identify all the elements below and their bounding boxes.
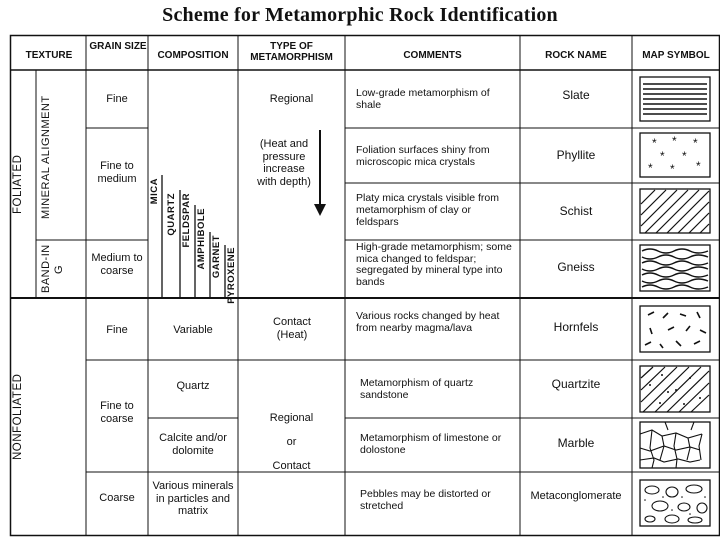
texture-banding: BAND-ING — [40, 244, 65, 294]
grain-coarse: Coarse — [99, 492, 135, 504]
rock-schist: Schist — [559, 204, 593, 218]
grain-medium-coarse: Medium to coarse — [91, 252, 143, 277]
composition-variable: Variable — [173, 324, 213, 336]
svg-text:*: * — [682, 149, 687, 163]
comment-marble: Metamorphism of limestone or dolostone — [360, 432, 502, 456]
rock-quartzite: Quartzite — [551, 377, 601, 391]
comment-slate: Low-grade metamorphism of shale — [356, 87, 490, 111]
schist-symbol — [640, 189, 710, 233]
header-map-symbol: MAP SYMBOL — [642, 50, 710, 61]
rock-hornfels: Hornfels — [553, 320, 599, 334]
type-regional: Regional — [269, 93, 314, 105]
rock-marble: Marble — [557, 436, 595, 450]
header-composition: COMPOSITION — [157, 50, 229, 61]
grain-fine-coarse: Fine to coarse — [100, 400, 134, 425]
type-contact: Contact (Heat) — [273, 316, 311, 341]
header-comments: COMMENTS — [403, 50, 462, 61]
composition-quartz: Quartz — [176, 380, 210, 392]
composition-various: Various minerals in particles and matrix — [152, 480, 234, 517]
header-texture: TEXTURE — [25, 50, 73, 61]
page-title: Scheme for Metamorphic Rock Identification — [162, 4, 558, 26]
comment-phyllite: Foliation surfaces shiny from microscopic mica crystals — [356, 144, 490, 168]
comment-quartzite: Metamorphism of quartz sandstone — [360, 377, 474, 401]
svg-text:*: * — [672, 134, 677, 148]
grain-fine: Fine — [106, 93, 128, 105]
header-grain-size: GRAIN SIZE — [89, 41, 147, 52]
type-regional-2: Regional — [269, 412, 314, 424]
marble-symbol — [640, 422, 710, 468]
metaconglomerate-symbol — [640, 480, 710, 526]
quartzite-symbol — [640, 366, 710, 412]
rock-slate: Slate — [562, 88, 590, 102]
composition-calcite: Calcite and/or dolomite — [159, 432, 227, 457]
mineral-garnet: GARNET — [211, 235, 222, 279]
comment-schist: Platy mica crystals visible from metamorphism of clay or feldspars — [356, 192, 499, 228]
rock-metaconglomerate: Metaconglomerate — [530, 490, 622, 502]
comment-hornfels: Various rocks changed by heat from nearby magma/lava — [356, 310, 500, 334]
mineral-mica: MICA — [149, 178, 160, 205]
slate-symbol — [640, 77, 710, 121]
header-rock-name: ROCK NAME — [545, 50, 607, 61]
type-contact-2: Contact — [272, 460, 311, 472]
phyllite-symbol — [640, 133, 710, 177]
rock-phyllite: Phyllite — [556, 148, 596, 162]
svg-text:*: * — [660, 149, 665, 163]
mineral-quartz: QUARTZ — [166, 193, 177, 236]
svg-text:*: * — [648, 161, 653, 175]
svg-text:*: * — [696, 159, 701, 173]
type-heat-pressure: (Heat and pressure increase with depth) — [257, 138, 311, 188]
grain-fine-2: Fine — [106, 324, 128, 336]
gneiss-symbol — [640, 245, 710, 291]
texture-nonfoliated: NONFOLIATED — [12, 373, 24, 461]
mineral-amphibole: AMPHIBOLE — [196, 208, 207, 270]
texture-foliated: FOLIATED — [12, 154, 24, 214]
comment-metaconglomerate: Pebbles may be distorted or stretched — [360, 488, 491, 512]
header-type: TYPE OF METAMORPHISM — [250, 41, 333, 63]
texture-mineral-alignment: MINERAL ALIGNMENT — [40, 95, 52, 220]
svg-text:*: * — [652, 136, 657, 150]
rock-gneiss: Gneiss — [557, 260, 595, 274]
mineral-feldspar: FELDSPAR — [181, 193, 192, 248]
mineral-pyroxene: PYROXENE — [226, 247, 237, 304]
svg-text:*: * — [670, 162, 675, 176]
hornfels-symbol — [640, 306, 710, 352]
type-or: or — [286, 436, 297, 448]
comment-gneiss: High-grade metamorphism; some mica changed to feldspar; segregated by mineral type into bands — [356, 241, 512, 288]
grain-fine-medium: Fine to medium — [97, 160, 137, 185]
svg-text:*: * — [693, 136, 698, 150]
